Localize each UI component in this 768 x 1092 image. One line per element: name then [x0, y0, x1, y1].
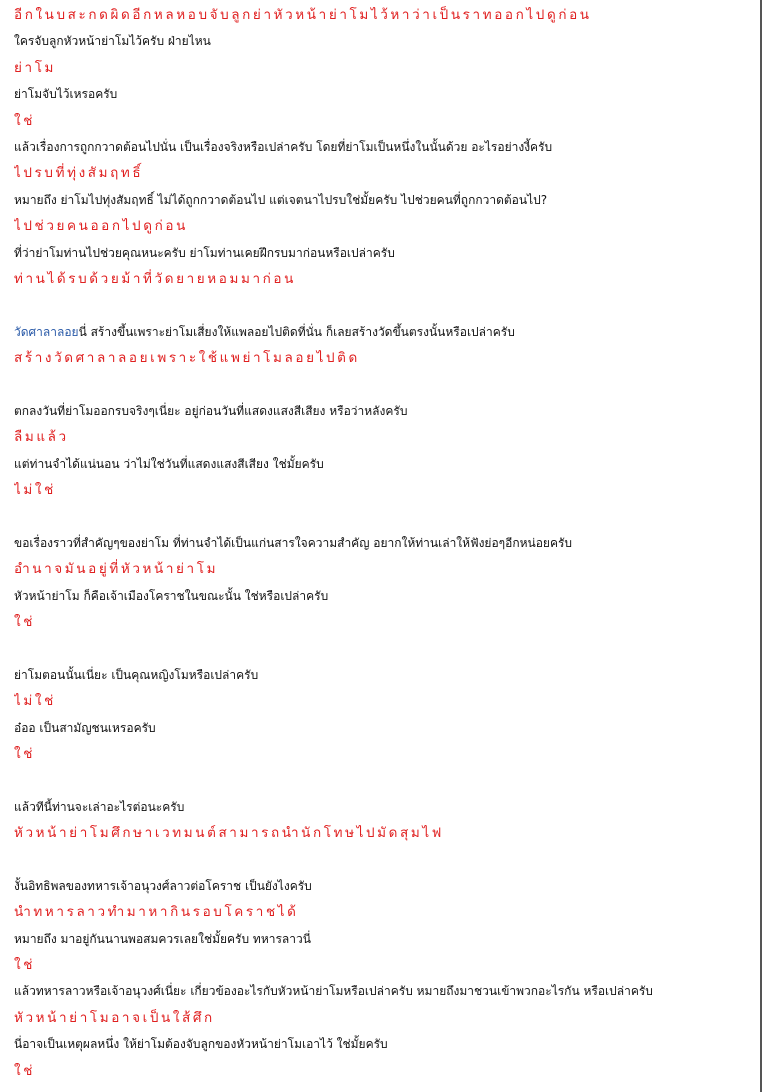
question-line [14, 319, 750, 345]
answer-line: ไปรบที่ทุ่งสัมฤทธิ์ [14, 165, 144, 182]
question-line: หมายถึง มาอยู่กันนานพอสมควรเลยใช่มั้ยครับ ทหารลาวนี่ [14, 931, 311, 946]
answer-line: ใช่ [14, 613, 35, 630]
question-line: ที่ว่าย่าโมท่านไปช่วยคุณหนะครับ ย่าโมท่านเคยฝึกรบมาก่อนหรือเปล่าครับ [14, 245, 395, 260]
question-line: งั้นอิทธิพลของทหารเจ้าอนุวงศ์ลาวต่อโคราช เป็นยังไงครับ [14, 878, 312, 893]
blank-line [14, 635, 750, 661]
answer-line: หัวหน้าย่าโมอาจเป็นใส้ศึก [14, 1009, 215, 1026]
blank-line [14, 767, 750, 793]
blank-line [14, 292, 750, 318]
question-line: ย่าโมตอนนั้นเนี่ยะ เป็นคุณหญิงโมหรือเปล่าครับ [14, 667, 259, 682]
answer-line: ลืมแล้ว [14, 429, 69, 446]
answer-line: ใช่ [14, 745, 35, 762]
answer-line: อำนาจมันอยู่ที่หัวหน้าย่าโม [14, 561, 219, 578]
blank-line [14, 847, 750, 873]
question-line: ใครจับลูกหัวหน้าย่าโมไว้ครับ ฝ่ายไหน [14, 34, 211, 49]
question-line: นี่อาจเป็นเหตุผลหนึ่ง ให้ย่าโมต้องจับลูกของหัวหน้าย่าโมเอาไว้ ใช่มั้ยครับ [14, 1037, 388, 1052]
answer-line: สร้างวัดศาลาลอยเพราะใช้แพย่าโมลอยไปติด [14, 350, 360, 367]
answer-line: ไปช่วยคนออกไปดูก่อน [14, 218, 188, 235]
question-line: แล้วเรื่องการถูกกวาดต้อนไปนั่น เป็นเรื่องจริงหรือเปล่าครับ โดยที่ย่าโมเป็นหนึ่งในนั้นด้วย อะไรอย่างงี้ครับ [14, 139, 553, 154]
question-line: แล้วทหารลาวหรือเจ้าอนุวงศ์เนี่ยะ เกี่ยวข้องอะไรกับหัวหน้าย่าโมหรือเปล่าครับ หมายถึงมาชวนเข้าพวกอะไรกัน หรือเปล่าครับ [14, 984, 653, 999]
blank-line [14, 371, 750, 397]
answer-line: ใช่ [14, 112, 35, 129]
question-line: หัวหน้าย่าโม ก็คือเจ้าเมืองโคราชในขณะนั้น ใช่หรือเปล่าครับ [14, 588, 329, 603]
answer-line: อีกในบสะกดผิดอีกหลหอบจับลูกย่าหัวหน้าย่าโมไว้หาว่าเป็นราทออกไปดูก่อน [14, 7, 592, 23]
question-line: ย่าโมจับไว้เหรอครับ [14, 87, 118, 102]
answer-line: ไม่ใช่ [14, 482, 56, 499]
answer-line: ไม่ใช่ [14, 693, 56, 710]
answer-line: ท่านได้รบด้วยม้าที่วัดยายหอมมาก่อน [14, 270, 296, 287]
question-line: แต่ท่านจำได้แน่นอน ว่าไม่ใช่วันที่แสดงแสงสีเสียง ใช่มั้ยครับ [14, 456, 324, 471]
question-text: นี่ สร้างขึ้นเพราะย่าโมเสี่ยงให้แพลอยไปติดที่นั่น ก็เลยสร้างวัดขึ้นตรงนั้นหรือเปล่าครับ [78, 324, 515, 339]
answer-line: ใช่ [14, 1062, 35, 1079]
answer-line: ใช่ [14, 957, 35, 974]
question-line: ขอเรื่องราวที่สำคัญๆของย่าโม ที่ท่านจำได้เป็นแก่นสารใจความสำคัญ อยากให้ท่านเล่าให้ฟังย่อๆอีกหน่อยครับ [14, 535, 573, 550]
question-line: แล้วทีนี้ท่านจะเล่าอะไรต่อนะครับ [14, 799, 185, 814]
answer-line: หัวหน้าย่าโมศึกษาเวทมนต์สามารถนำนักโทษไปมัดสุมไฟ [14, 825, 444, 842]
answer-line: ย่าโม [14, 59, 57, 76]
highlighted-term: วัดศาลาลอย [14, 324, 79, 339]
blank-line [14, 503, 750, 529]
answer-line: นำทหารลาวทำมาหากินรอบโคราชได้ [14, 904, 299, 921]
question-line: หมายถึง ย่าโมไปทุ่งสัมฤทธิ์ ไม่ได้ถูกกวาดต้อนไป แต่เจตนาไปรบใช่มั้ยครับ ไปช่วยคนที่ถูกกวาดต้อนไป? [14, 192, 548, 207]
question-line: อ๋ออ เป็นสามัญชนเหรอครับ [14, 720, 156, 735]
question-line: ตกลงวันที่ย่าโมออกรบจริงๆเนี่ยะ อยู่ก่อนวันที่แสดงแสงสีเสียง หรือว่าหลังครับ [14, 403, 408, 418]
